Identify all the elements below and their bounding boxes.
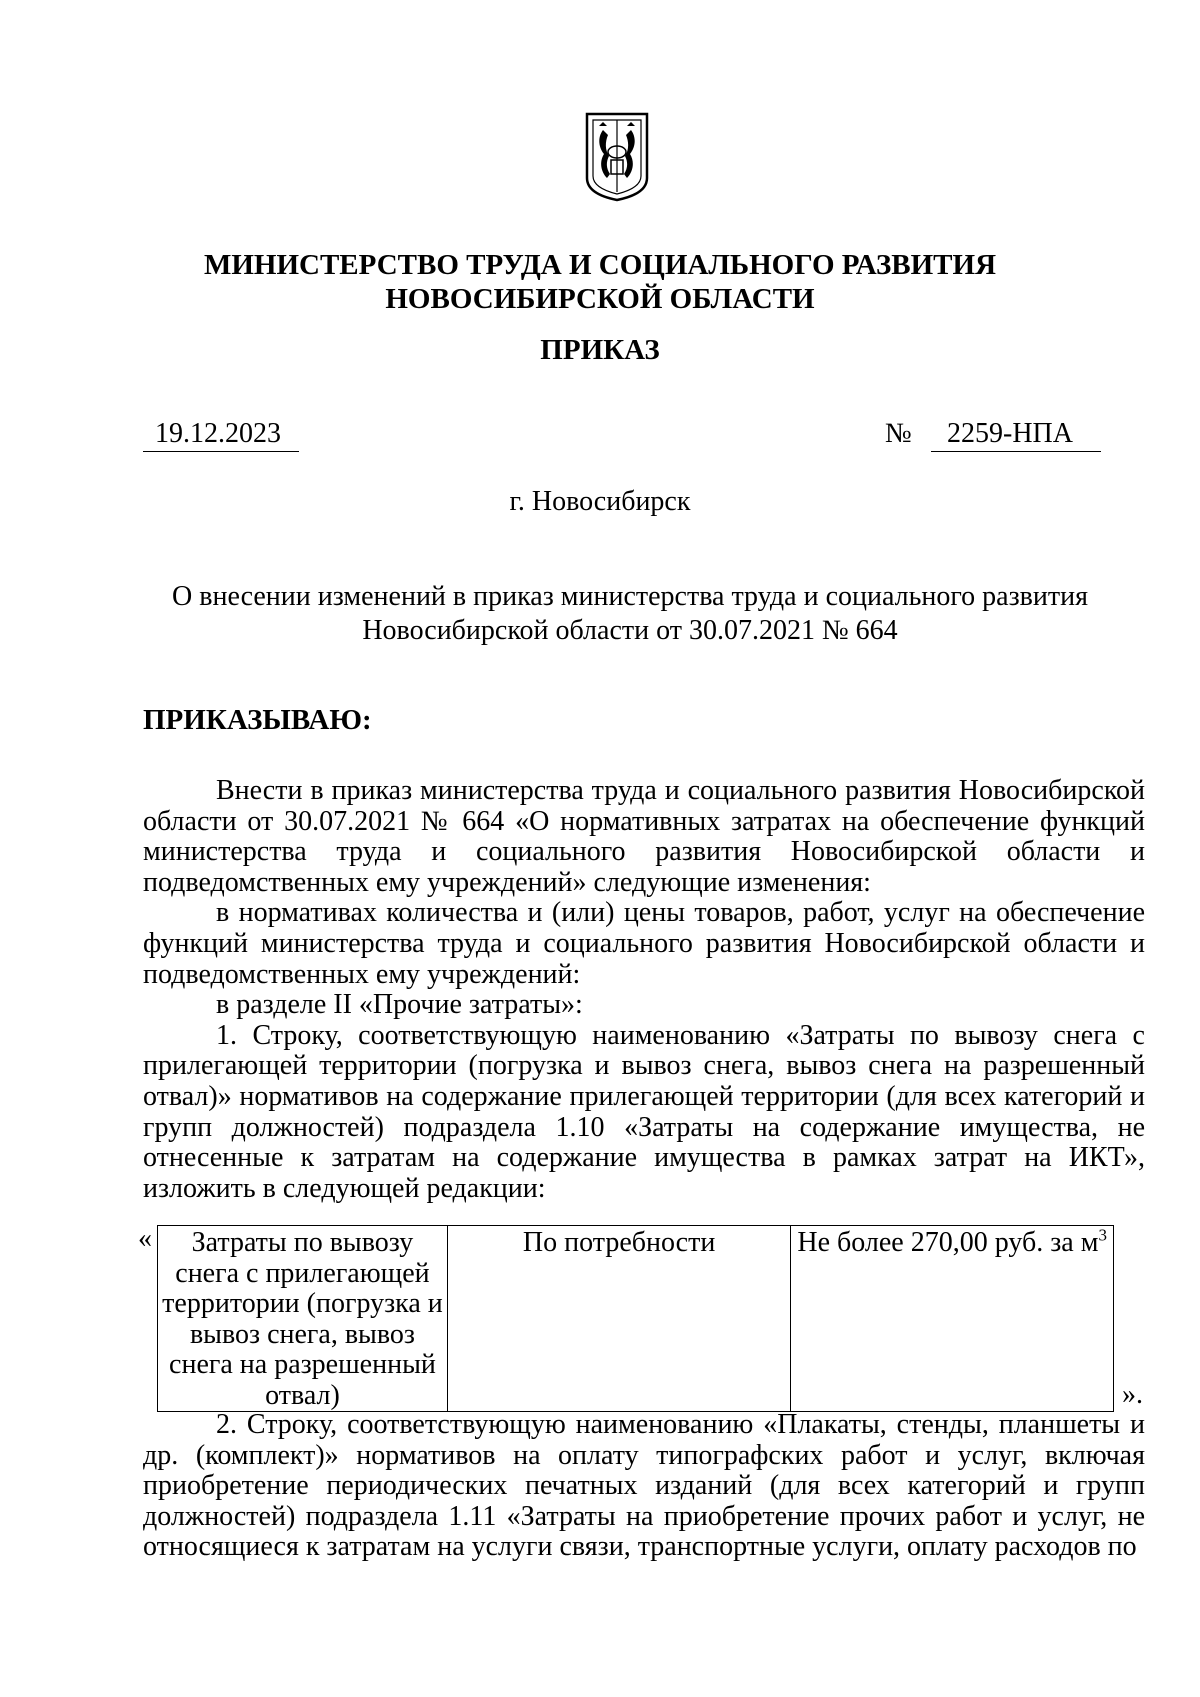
ministry-name-line1: МИНИСТЕРСТВО ТРУДА И СОЦИАЛЬНОГО РАЗВИТИЯ bbox=[203, 249, 997, 281]
paragraph-3: в разделе II «Прочие затраты»: bbox=[216, 989, 583, 1021]
coat-of-arms-icon bbox=[577, 108, 657, 204]
table-cell-name: Затраты по вывозу снега с прилегающей территории (погрузка и вывоз снега, вывоз снега на разрешенный отвал) bbox=[158, 1226, 448, 1412]
order-number: 2259-НПА bbox=[931, 417, 1101, 452]
order-subject bbox=[130, 580, 1130, 648]
ministry-name-line2: НОВОСИБИРСКОЙ ОБЛАСТИ bbox=[385, 283, 815, 315]
table-quote-close: ». bbox=[1122, 1379, 1143, 1410]
table-quote-open: « bbox=[138, 1223, 152, 1254]
order-date: 19.12.2023 bbox=[143, 417, 299, 452]
order-city: г. Новосибирск bbox=[509, 486, 691, 517]
norm-table bbox=[157, 1225, 1114, 1412]
table-cell-quantity: По потребности bbox=[447, 1226, 790, 1412]
paragraph-2: в нормативах количества и (или) цены товаров, работ, услуг на обеспечение функций министерства труда и социального развития Новосибирской области и подведомственных ему учреждений: bbox=[143, 897, 1145, 990]
orders-heading: ПРИКАЗЫВАЮ: bbox=[143, 704, 372, 736]
paragraph-1: Внести в приказ министерства труда и социального развития Новосибирской области от 30.07.2021 № 664 «О нормативных затратах на обеспечение функций министерства труда и социального развития Новосибирской области и подведомственных ему учреждений» следующие изменения: bbox=[143, 775, 1145, 898]
ministry-name bbox=[0, 248, 1200, 316]
order-body bbox=[143, 776, 1145, 1204]
paragraph-5: 2. Строку, соответствующую наименованию «Плакаты, стенды, планшеты и др. (комплект)» нормативов на оплату типографских работ и услуг, включая приобретение периодических печатных изданий (для всех категорий и групп должностей) подраздела 1.11 «Затраты на приобретение прочих работ и услуг, не относящиеся к затратам на услуги связи, транспортные услуги, оплату расходов по bbox=[143, 1409, 1145, 1563]
order-body-continued bbox=[143, 1410, 1145, 1563]
paragraph-4: 1. Строку, соответствующую наименованию «Затраты по вывозу снега с прилегающей территории (погрузка и вывоз снега, вывоз снега на разрешенный отвал)» нормативов на содержание прилегающей территории (для всех категорий и групп должностей) подраздела 1.10 «Затраты на содержание имущества, не отнесенные к затратам на содержание имущества в рамках затрат на ИКТ», изложить в следующей редакции: bbox=[143, 1019, 1145, 1204]
table-cell-price bbox=[791, 1226, 1114, 1412]
table-cell-price-unit-power: 3 bbox=[1098, 1225, 1107, 1245]
order-title: ПРИКАЗ bbox=[540, 334, 660, 366]
order-subject-line1: О внесении изменений в приказ министерства труда и социального развития bbox=[172, 581, 1088, 612]
order-number-sign: № bbox=[885, 418, 912, 449]
table-cell-price-text: Не более 270,00 руб. за м bbox=[797, 1227, 1099, 1258]
order-subject-line2: Новосибирской области от 30.07.2021 № 664 bbox=[362, 615, 898, 646]
table-row bbox=[158, 1226, 1114, 1412]
